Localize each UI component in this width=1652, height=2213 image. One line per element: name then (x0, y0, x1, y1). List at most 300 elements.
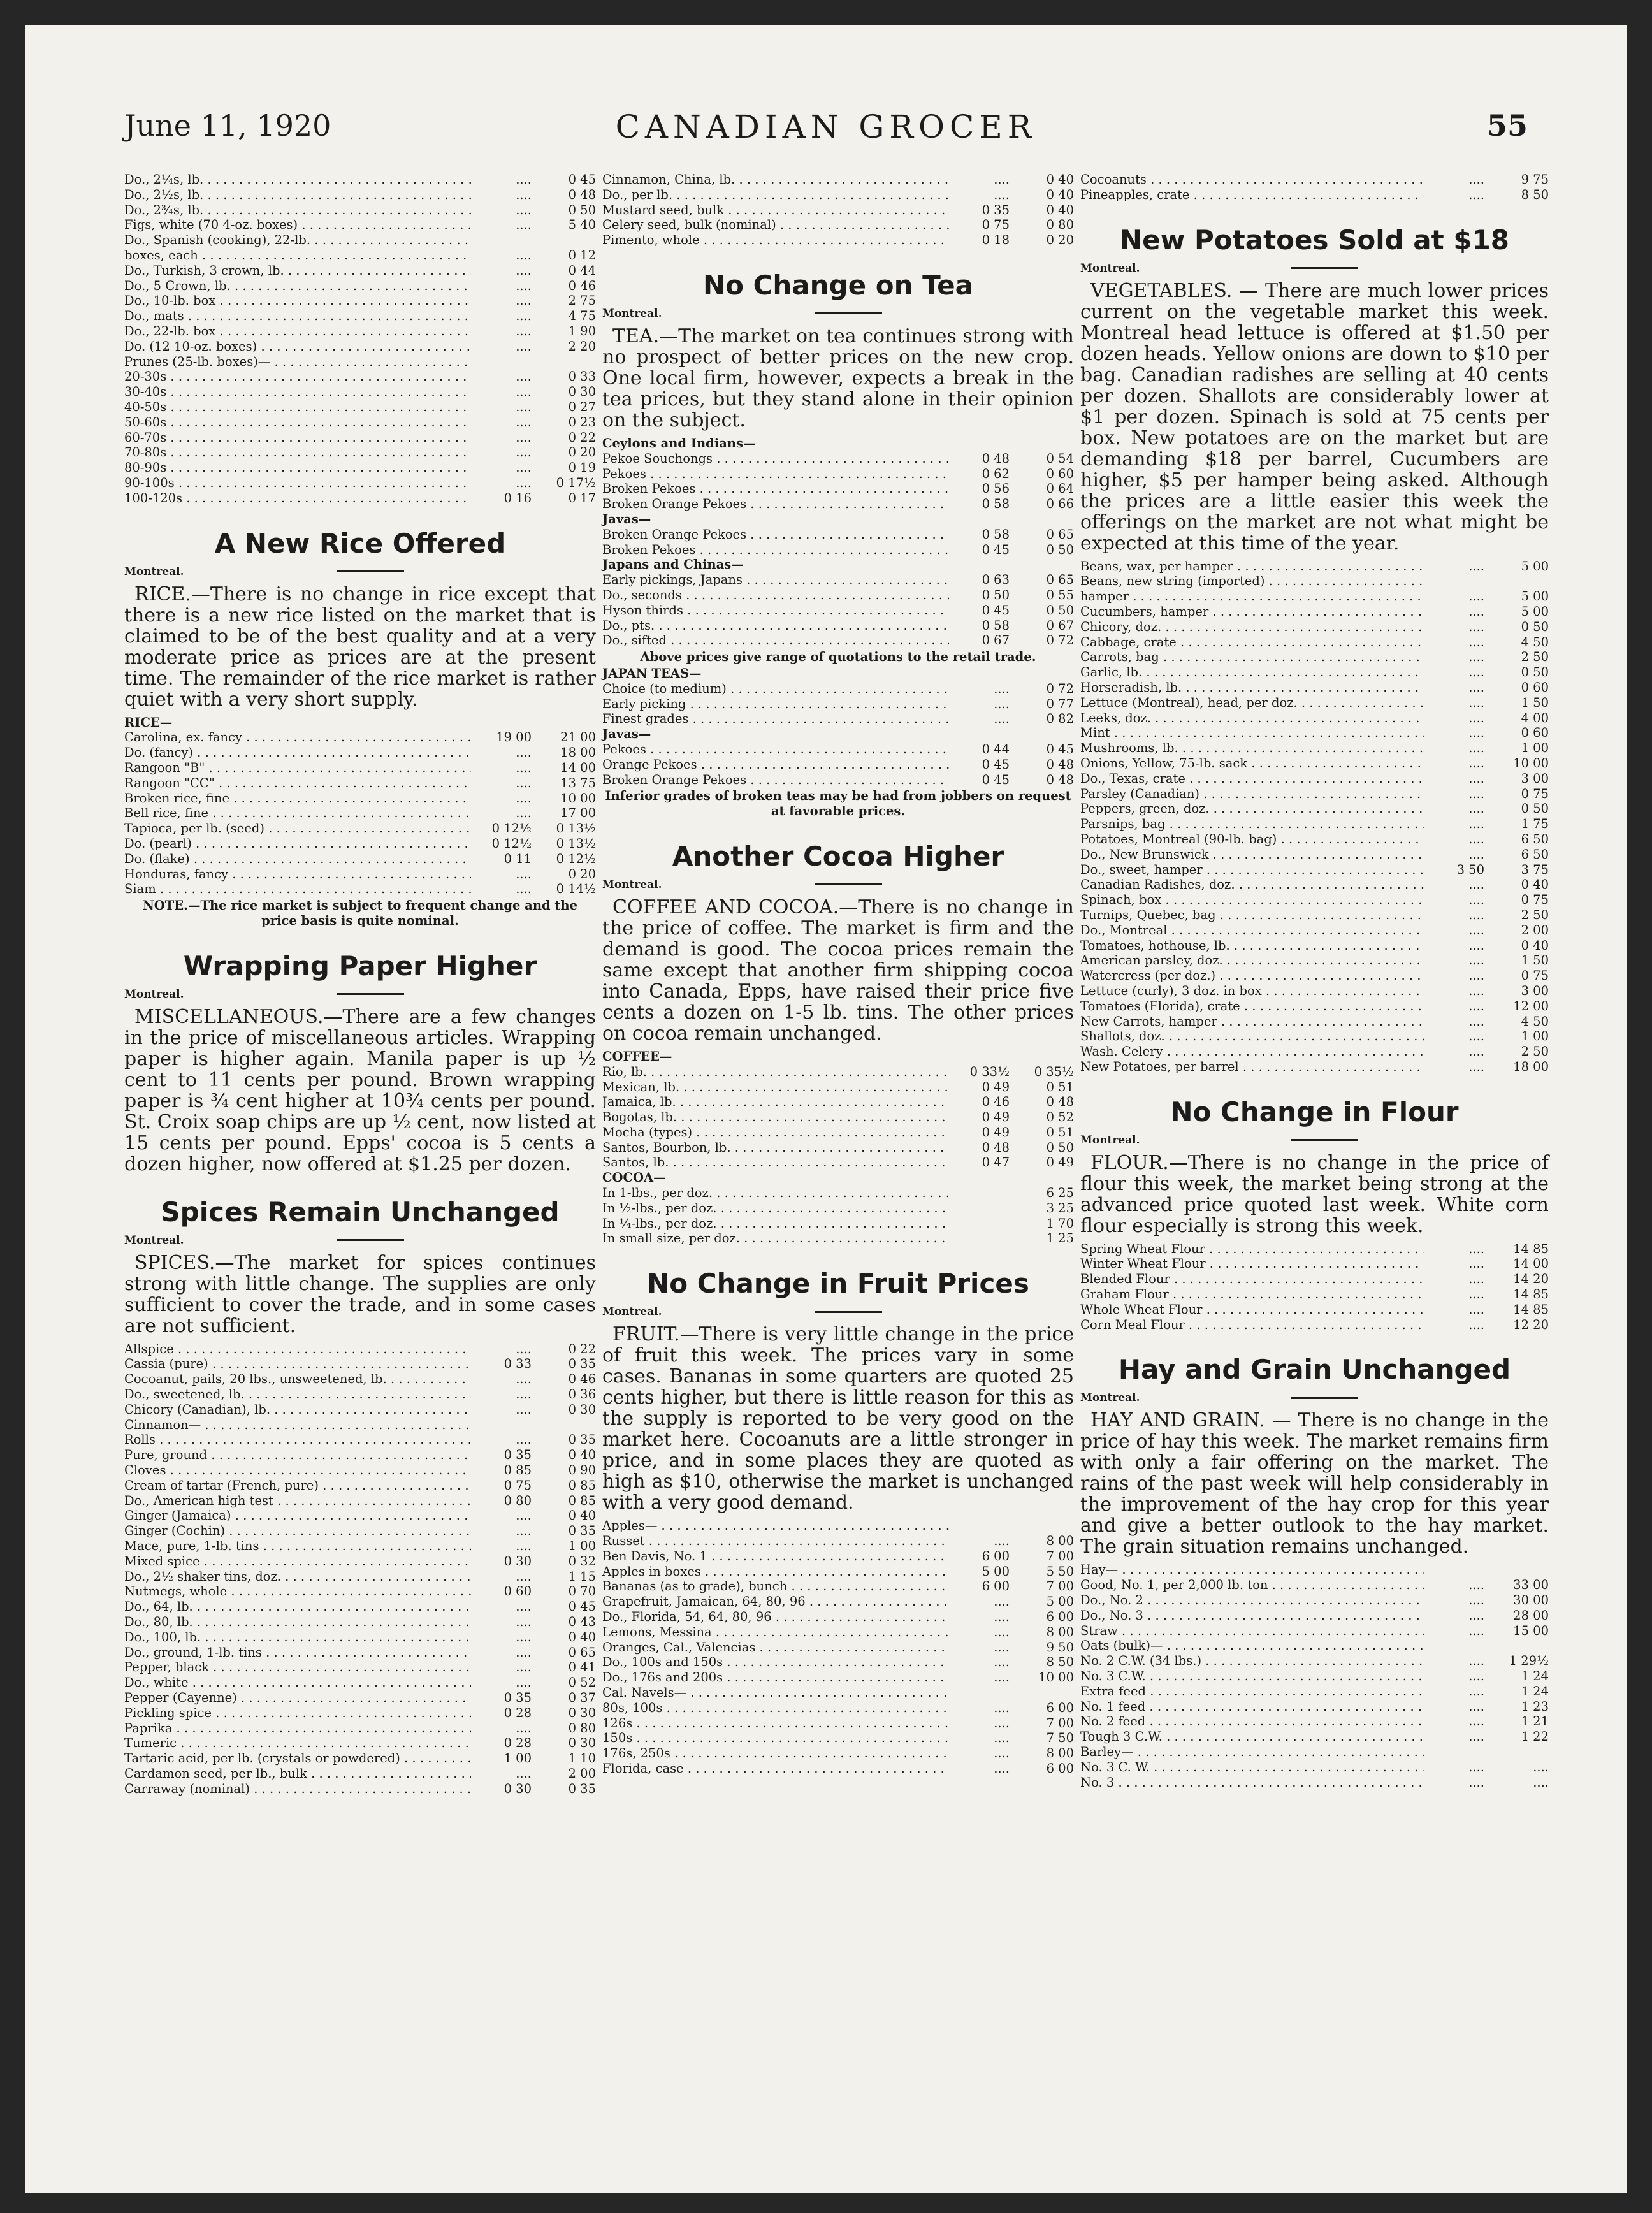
price-high: 18 00 (1513, 1059, 1549, 1074)
item-name: 40-50s . . . (124, 400, 471, 415)
item-name: Do., white . . . (124, 1675, 471, 1690)
price-low: .... (516, 338, 532, 354)
price-high: 0 48 (1046, 772, 1074, 787)
item-name: Do., American high test . . . (124, 1493, 471, 1509)
item-name: Pickling spice . . . (124, 1706, 471, 1721)
price-row (124, 415, 596, 430)
price-high: 9 75 (1521, 172, 1549, 187)
price-row (1080, 620, 1549, 635)
item-name: Cream of tartar (French, pure) . . . (124, 1478, 471, 1493)
price-high: 0 40 (1046, 187, 1074, 202)
price-low: .... (516, 445, 532, 460)
price-low: .... (516, 775, 532, 790)
price-row (602, 1746, 1074, 1761)
dateline-city: Montreal. (1080, 261, 1140, 275)
price-low: 0 30 (504, 1553, 532, 1569)
price-table (1080, 172, 1549, 203)
price-row (124, 867, 596, 882)
price-high: 5 40 (568, 217, 596, 233)
dateline (124, 565, 596, 579)
price-high: 0 51 (1046, 1124, 1074, 1140)
item-name: Do., sifted . . . (602, 633, 949, 648)
price-low: 0 49 (982, 1110, 1010, 1125)
price-row (602, 172, 1074, 187)
price-row (124, 1751, 596, 1766)
article-headline: No Change on Tea (702, 269, 974, 301)
price-row (124, 1766, 596, 1781)
item-name: Do., 64, lb. . . . (124, 1599, 471, 1614)
item-name: Turnips, Quebec, bag . . . (1080, 908, 1424, 923)
price-high: 0 48 (568, 187, 596, 202)
tea-groups (602, 436, 1074, 648)
price-low: .... (994, 711, 1010, 727)
price-low: .... (1468, 1593, 1484, 1608)
price-low: 0 75 (982, 217, 1010, 233)
item-name: Ginger (Jamaica) . . . (124, 1508, 471, 1523)
price-row (124, 1721, 596, 1736)
price-high: 3 00 (1521, 771, 1549, 786)
price-high: 0 45 (568, 1599, 596, 1614)
article-headline: Spices Remain Unchanged (161, 1196, 560, 1228)
price-low: .... (1468, 1241, 1484, 1256)
item-name: Rolls . . . (124, 1432, 471, 1448)
price-low: 0 49 (982, 1124, 1010, 1140)
price-high: 2 50 (1521, 907, 1549, 922)
price-row (602, 697, 1074, 712)
price-high: 1 21 (1521, 1714, 1549, 1729)
price-low: .... (1468, 801, 1484, 816)
price-high: 0 35 (568, 1432, 596, 1448)
price-low: .... (516, 187, 532, 202)
item-name: Chicory, doz. . . . (1080, 620, 1424, 635)
price-row (124, 1372, 596, 1387)
price-high: 28 00 (1513, 1607, 1549, 1623)
page-header (25, 108, 1627, 172)
price-high: 1 70 (1046, 1215, 1074, 1231)
price-row (602, 1155, 1074, 1170)
price-low: .... (1468, 1607, 1484, 1623)
price-high: 14 20 (1513, 1272, 1549, 1287)
price-row (124, 821, 596, 836)
price-low: .... (1468, 1683, 1484, 1699)
item-name: Finest grades . . . (602, 711, 949, 727)
price-low: .... (516, 1432, 532, 1448)
item-name: Mexican, lb. . . . (602, 1080, 949, 1095)
item-name: New Carrots, hamper . . . (1080, 1014, 1424, 1029)
price-high: 0 35 (568, 1356, 596, 1372)
item-name: Figs, white (70 4-oz. boxes) . . . (124, 217, 471, 233)
item-name: Lettuce (curly), 3 doz. in box . . . (1080, 983, 1424, 999)
item-name: Apples in boxes . . . (602, 1564, 949, 1579)
price-low: 1 00 (504, 1751, 532, 1766)
price-row (602, 497, 1074, 512)
price-high: 14 85 (1513, 1302, 1549, 1317)
price-low: .... (516, 460, 532, 475)
item-name: Bogotas, lb. . . . (602, 1110, 949, 1125)
item-name: boxes, each . . . (124, 248, 471, 263)
price-row (1080, 1014, 1549, 1029)
table-heading: JAPAN TEAS— (602, 665, 702, 681)
price-low: .... (994, 681, 1010, 696)
price-high: 9 50 (1046, 1639, 1074, 1655)
price-row (1080, 589, 1549, 604)
price-row (1080, 187, 1549, 203)
price-row (124, 776, 596, 791)
issue-date: June 11, 1920 (124, 108, 331, 143)
price-row (602, 633, 1074, 648)
item-name: Mint . . . (1080, 725, 1424, 741)
price-low (471, 354, 535, 370)
item-name: Do., No. 3 . . . (1080, 1608, 1424, 1623)
price-row (602, 451, 1074, 467)
price-row (602, 711, 1074, 727)
price-low: .... (516, 1766, 532, 1781)
column-3 (1080, 172, 1549, 1790)
item-name: No. 3 C. W. . . . (1080, 1760, 1424, 1775)
price-table (1080, 1562, 1549, 1790)
dateline-city: Montreal. (602, 307, 662, 320)
item-name: Potatoes, Montreal (90-lb. bag) . . . (1080, 832, 1424, 847)
price-row (124, 1630, 596, 1645)
price-row (602, 1549, 1074, 1564)
price-low: .... (1468, 846, 1484, 862)
price-low: .... (516, 882, 532, 897)
price-row (124, 791, 596, 806)
price-row (1080, 983, 1549, 999)
price-low: .... (1468, 619, 1484, 634)
price-low: .... (1468, 1287, 1484, 1302)
dateline (602, 1305, 1074, 1319)
price-low: 0 48 (982, 1140, 1010, 1155)
price-high (535, 354, 596, 370)
price-high: 0 49 (1046, 1155, 1074, 1170)
price-row (602, 1640, 1074, 1655)
price-low: .... (1468, 1302, 1484, 1317)
price-row (124, 248, 596, 263)
item-name: Do. (12 10-oz. boxes) . . . (124, 339, 471, 354)
price-low: .... (994, 172, 1010, 187)
price-low (949, 1201, 1013, 1216)
item-name: In 1-lbs., per doz. . . . (602, 1186, 949, 1201)
price-row (602, 1609, 1074, 1625)
price-row (602, 1701, 1074, 1716)
price-low: .... (1468, 665, 1484, 680)
price-low: .... (1468, 1774, 1484, 1790)
price-high: 0 70 (568, 1584, 596, 1599)
price-high: 0 12½ (556, 851, 596, 866)
price-low: .... (516, 430, 532, 445)
price-high: 14 85 (1513, 1287, 1549, 1302)
item-name: Straw . . . (1080, 1623, 1424, 1639)
price-low: .... (516, 790, 532, 806)
item-name: Extra feed . . . (1080, 1684, 1424, 1699)
price-low: .... (1468, 1059, 1484, 1074)
price-high (1488, 574, 1549, 589)
price-high: 6 25 (1046, 1186, 1074, 1201)
item-name: In small size, per doz. . . . (602, 1231, 949, 1246)
price-high: 1 75 (1521, 816, 1549, 832)
price-high: 4 75 (568, 308, 596, 324)
item-name: Apples— . . . (602, 1518, 949, 1534)
item-name: Santos, Bourbon, lb. . . . (602, 1140, 949, 1156)
item-name: Do., Spanish (cooking), 22-lb. . . . (124, 233, 471, 248)
price-high: 0 60 (1521, 679, 1549, 695)
price-row (602, 1201, 1074, 1216)
price-row (1080, 816, 1549, 832)
price-row (124, 1781, 596, 1797)
price-low: .... (994, 1715, 1010, 1730)
price-high: 0 35½ (1034, 1064, 1074, 1079)
price-low: .... (994, 187, 1010, 202)
price-row (602, 603, 1074, 618)
price-low: 5 00 (982, 1564, 1010, 1579)
price-high: 7 00 (1046, 1548, 1074, 1564)
price-high: 30 00 (1513, 1593, 1549, 1608)
price-high: 0 20 (568, 445, 596, 460)
item-name: Cinnamon— . . . (124, 1418, 471, 1433)
price-high: 17 00 (560, 806, 596, 821)
item-name: Parsley (Canadian) . . . (1080, 787, 1424, 802)
headline-rule (815, 1311, 882, 1313)
price-low: .... (1468, 877, 1484, 892)
price-low: .... (516, 475, 532, 490)
price-row (602, 1518, 1074, 1534)
item-name: Do. (flake) . . . (124, 852, 471, 867)
price-high: 8 50 (1046, 1655, 1074, 1670)
item-name: Paprika . . . (124, 1721, 471, 1736)
price-row (602, 1625, 1074, 1640)
price-low: .... (516, 1569, 532, 1584)
price-row (602, 1685, 1074, 1701)
table-heading: COFFEE— (602, 1048, 672, 1064)
item-name: Carrots, bag . . . (1080, 649, 1424, 665)
price-low: .... (1468, 634, 1484, 649)
price-high: 0 50 (1521, 801, 1549, 816)
price-row (124, 1736, 596, 1751)
item-name: Early pickings, Japans . . . (602, 572, 949, 588)
price-row (1080, 1029, 1549, 1044)
table-heading: Javas— (602, 511, 651, 526)
price-high (1488, 1638, 1549, 1653)
item-name: hamper . . . (1080, 589, 1424, 604)
price-row (602, 1655, 1074, 1670)
table-heading: Ceylons and Indians— (602, 435, 756, 451)
price-high: 1 50 (1521, 953, 1549, 968)
price-row (124, 1569, 596, 1585)
item-name: 80s, 100s . . . (602, 1701, 949, 1716)
page-number: 55 (1486, 108, 1528, 143)
item-name: Hyson thirds . . . (602, 603, 949, 618)
price-low: .... (1468, 1578, 1484, 1593)
price-row (1080, 1775, 1549, 1790)
item-name: 80-90s . . . (124, 460, 471, 475)
price-low: 0 75 (504, 1477, 532, 1493)
headline-rule (1291, 1139, 1358, 1141)
price-row (124, 760, 596, 776)
table-note: Above prices give range of quotations to the retail trade. (640, 649, 1036, 665)
price-low: 0 58 (982, 526, 1010, 542)
price-row (1080, 711, 1549, 726)
price-high: 0 40 (1046, 172, 1074, 187)
item-name: 90-100s . . . (124, 475, 471, 491)
price-row (602, 233, 1074, 248)
price-row (602, 1064, 1074, 1080)
price-high: 10 00 (1038, 1670, 1074, 1685)
price-high: 0 43 (568, 1614, 596, 1630)
price-row (602, 527, 1074, 542)
price-high: 0 82 (1046, 711, 1074, 727)
price-low: 0 35 (982, 202, 1010, 217)
price-row (124, 430, 596, 446)
price-high: 0 50 (1046, 1140, 1074, 1155)
price-low: .... (516, 202, 532, 217)
item-name: Do., mats . . . (124, 308, 471, 324)
item-name: Tartaric acid, per lb. (crystals or powdered) . . . (124, 1751, 471, 1766)
item-name: Broken Orange Pekoes . . . (602, 497, 949, 512)
price-high: 0 37 (568, 1690, 596, 1706)
item-name: Lettuce (Montreal), head, per doz. . . . (1080, 695, 1424, 711)
price-row (124, 745, 596, 760)
price-low: 0 60 (504, 1584, 532, 1599)
article-headline: New Potatoes Sold at $18 (1119, 224, 1510, 256)
price-row (124, 217, 596, 233)
price-row (124, 1660, 596, 1675)
price-low: .... (994, 1534, 1010, 1549)
item-name: Watercress (per doz.) . . . (1080, 968, 1424, 983)
price-low: 0 35 (504, 1690, 532, 1706)
price-low: .... (1468, 953, 1484, 968)
dateline-city: Montreal. (1080, 1391, 1140, 1405)
article-headline: Another Cocoa Higher (672, 840, 1004, 872)
price-row (602, 773, 1074, 788)
item-name: Allspice . . . (124, 1342, 471, 1357)
price-row (124, 1508, 596, 1523)
price-high: 1 50 (1521, 695, 1549, 710)
item-name: Santos, lb. . . . (602, 1155, 949, 1170)
price-row (602, 1125, 1074, 1140)
item-name: Do., sweet, hamper . . . (1080, 862, 1424, 878)
price-low: 0 35 (504, 1448, 532, 1463)
price-high (1488, 1745, 1549, 1760)
price-row (602, 1730, 1074, 1746)
price-low: .... (994, 1730, 1010, 1746)
item-name: Do., No. 2 . . . (1080, 1593, 1424, 1608)
price-low: .... (994, 1624, 1010, 1639)
item-name: Tumeric . . . (124, 1736, 471, 1751)
price-row (124, 1584, 596, 1599)
price-row (124, 1387, 596, 1402)
item-name: Corn Meal Flour . . . (1080, 1317, 1424, 1333)
item-name: Carraway (nominal) . . . (124, 1781, 471, 1797)
item-name: Blended Flour . . . (1080, 1272, 1424, 1287)
price-low: 0 33½ (969, 1064, 1010, 1079)
item-name: Carolina, ex. fancy . . . (124, 730, 471, 745)
item-name: Florida, case . . . (602, 1761, 949, 1776)
price-high: 18 00 (560, 745, 596, 760)
headline-rule (815, 312, 882, 314)
price-low: .... (516, 369, 532, 384)
price-low: .... (516, 1614, 532, 1630)
article-headline: No Change in Fruit Prices (647, 1268, 1029, 1300)
headline-rule (815, 883, 882, 885)
price-low: .... (994, 1700, 1010, 1715)
price-row (124, 1342, 596, 1357)
item-name: 30-40s . . . (124, 384, 471, 400)
price-row (124, 1614, 596, 1630)
item-name: Cinnamon, China, lb. . . . (602, 172, 949, 187)
price-row (602, 1140, 1074, 1156)
price-low (1424, 1745, 1488, 1760)
item-name: Onions, Yellow, 75-lb. sack . . . (1080, 756, 1424, 771)
price-high: 0 55 (1046, 587, 1074, 602)
price-high: 0 17 (568, 490, 596, 505)
price-low: .... (1468, 679, 1484, 695)
price-low: 0 47 (982, 1155, 1010, 1170)
price-low: .... (516, 1341, 532, 1356)
price-low: .... (1468, 1759, 1484, 1774)
price-high: 7 00 (1046, 1715, 1074, 1730)
item-name: Do., sweetened, lb. . . . (124, 1387, 471, 1402)
item-name: Wash. Celery . . . (1080, 1044, 1424, 1059)
price-low: .... (1468, 907, 1484, 922)
price-high: 7 00 (1046, 1579, 1074, 1594)
item-name: Broken rice, fine . . . (124, 791, 471, 806)
item-name: Cloves . . . (124, 1463, 471, 1478)
price-low: .... (516, 414, 532, 430)
price-high: 2 20 (568, 338, 596, 354)
price-high: 1 00 (568, 1539, 596, 1554)
price-low: 0 44 (982, 741, 1010, 757)
item-name: Grapefruit, Jamaican, 64, 80, 96 . . . (602, 1594, 949, 1609)
price-low: .... (516, 172, 532, 187)
price-row (1080, 1593, 1549, 1608)
price-low: .... (1468, 1029, 1484, 1044)
price-row (1080, 801, 1549, 816)
item-name: 176s, 250s . . . (602, 1746, 949, 1761)
price-high: 0 48 (1046, 1094, 1074, 1110)
price-row (1080, 938, 1549, 954)
price-table (124, 172, 596, 506)
price-row (124, 1523, 596, 1539)
price-low: .... (994, 1639, 1010, 1655)
article-headline: Wrapping Paper Higher (183, 950, 537, 982)
price-high: 7 50 (1046, 1730, 1074, 1746)
article-headline: A New Rice Offered (214, 527, 506, 559)
item-name: Pekoes . . . (602, 742, 949, 757)
item-name: Hay— . . . (1080, 1562, 1424, 1578)
price-high: .... (1533, 1759, 1549, 1774)
dateline-city: Montreal. (124, 987, 184, 1001)
item-name: Oranges, Cal., Valencias . . . (602, 1640, 949, 1655)
item-name: Do., ground, 1-lb. tins . . . (124, 1645, 471, 1660)
price-row (1080, 892, 1549, 908)
price-row (602, 1186, 1074, 1201)
price-low: 0 30 (504, 1781, 532, 1796)
price-row (1080, 771, 1549, 787)
price-low: .... (516, 806, 532, 821)
price-high: 0 40 (568, 1508, 596, 1523)
item-name: American parsley, doz. . . . (1080, 953, 1424, 968)
price-high: 14 00 (1513, 1256, 1549, 1272)
price-high: 0 40 (1521, 938, 1549, 953)
price-low: .... (516, 384, 532, 400)
item-name: Rio, lb. . . . (602, 1064, 949, 1080)
item-name: Celery seed, bulk (nominal) . . . (602, 217, 949, 233)
price-high: 1 15 (568, 1569, 596, 1584)
price-high: 5 00 (1521, 604, 1549, 619)
price-table (124, 730, 596, 897)
item-name: Parsnips, bag . . . (1080, 816, 1424, 832)
